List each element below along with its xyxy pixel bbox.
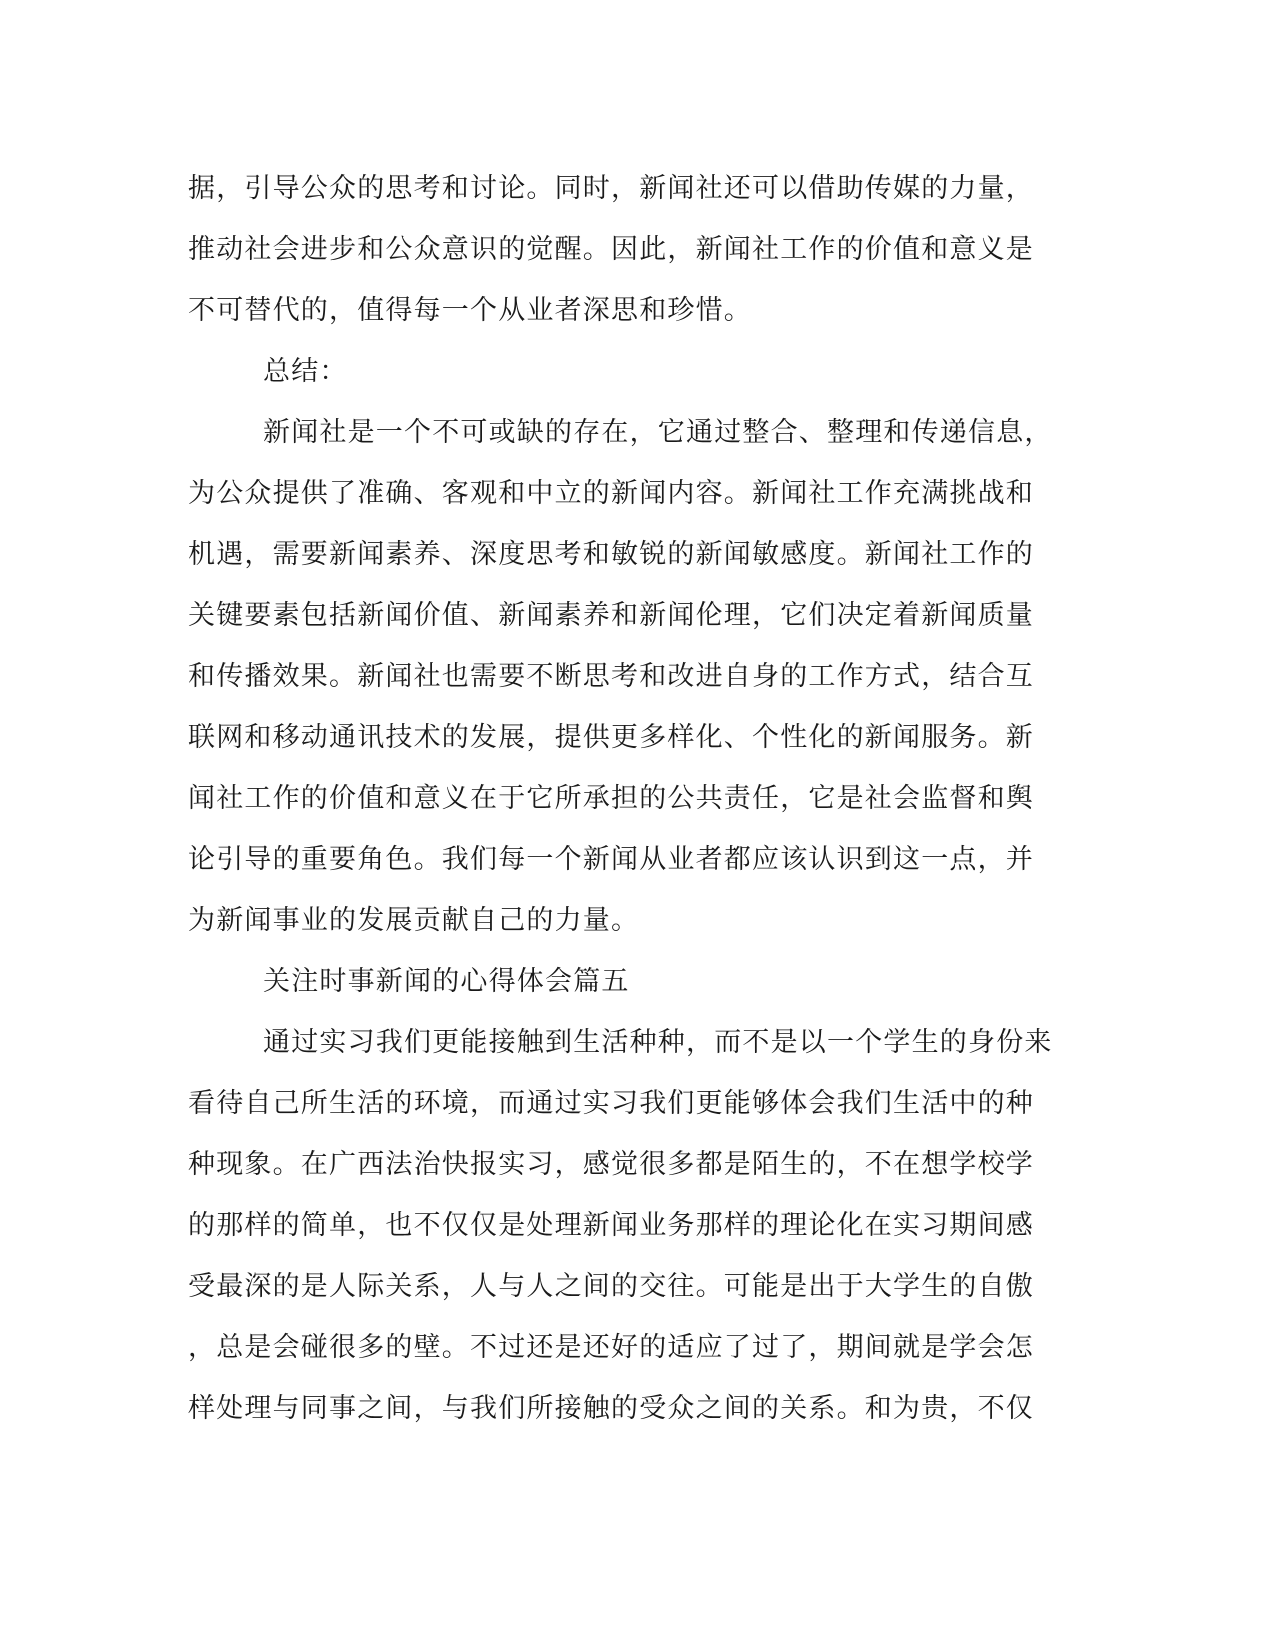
paragraph-start-line: 新闻社是一个不可或缺的存在，它通过整合、整理和传递信息， <box>263 417 1053 448</box>
text-line: 论引导的重要角色。我们每一个新闻从业者都应该认识到这一点，并 <box>188 844 1034 875</box>
paragraph-start-line: 通过实习我们更能接触到生活种种，而不是以一个学生的身份来 <box>263 1027 1053 1058</box>
text-line: 推动社会进步和公众意识的觉醒。因此，新闻社工作的价值和意义是 <box>188 234 1034 265</box>
text-line: ，总是会碰很多的壁。不过还是还好的适应了过了，期间就是学会怎 <box>188 1332 1034 1363</box>
body-text <box>188 158 1088 1439</box>
text-line: 闻社工作的价值和意义在于它所承担的公共责任，它是社会监督和舆 <box>188 783 1034 814</box>
text-line: 和传播效果。新闻社也需要不断思考和改进自身的工作方式，结合互 <box>188 661 1034 692</box>
text-line: 看待自己所生活的环境，而通过实习我们更能够体会我们生活中的种 <box>188 1088 1034 1119</box>
section-label: 总结： <box>263 356 348 387</box>
text-line: 的那样的简单，也不仅仅是处理新闻业务那样的理论化在实习期间感 <box>188 1210 1034 1241</box>
text-line: 关键要素包括新闻价值、新闻素养和新闻伦理，它们决定着新闻质量 <box>188 600 1034 631</box>
text-line: 种现象。在广西法治快报实习，感觉很多都是陌生的，不在想学校学 <box>188 1149 1034 1180</box>
text-line: 受最深的是人际关系，人与人之间的交往。可能是出于大学生的自傲 <box>188 1271 1034 1302</box>
text-line: 不可替代的，值得每一个从业者深思和珍惜。 <box>188 295 752 326</box>
text-line: 样处理与同事之间，与我们所接触的受众之间的关系。和为贵，不仅 <box>188 1393 1034 1424</box>
text-line: 为新闻事业的发展贡献自己的力量。 <box>188 905 640 936</box>
text-line: 据，引导公众的思考和讨论。同时，新闻社还可以借助传媒的力量， <box>188 173 1034 204</box>
text-line: 机遇，需要新闻素养、深度思考和敏锐的新闻敏感度。新闻社工作的 <box>188 539 1034 570</box>
section-heading: 关注时事新闻的心得体会篇五 <box>263 966 630 997</box>
text-line: 联网和移动通讯技术的发展，提供更多样化、个性化的新闻服务。新 <box>188 722 1034 753</box>
text-line: 为公众提供了准确、客观和中立的新闻内容。新闻社工作充满挑战和 <box>188 478 1034 509</box>
